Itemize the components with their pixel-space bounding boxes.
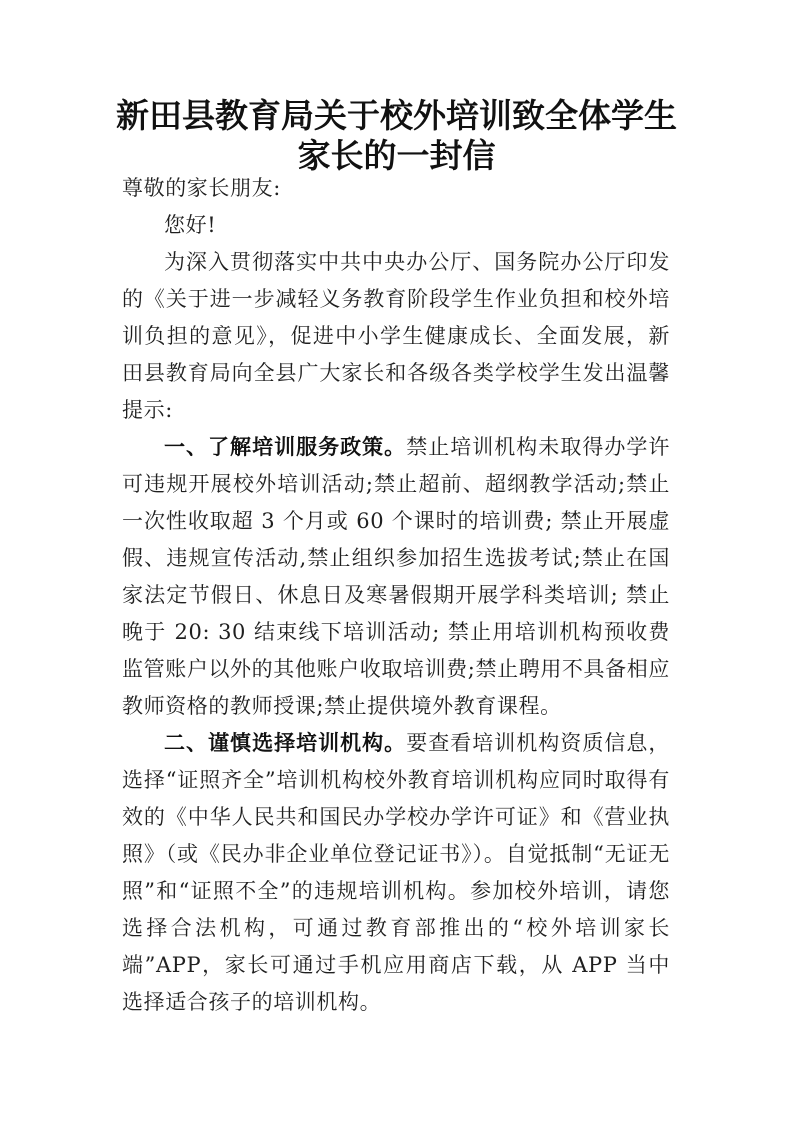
section-1-text: 禁止培训机构未取得办学许可违规开展校外培训活动;禁止超前、超纲教学活动;禁止一次性收取超 3 个月或 60 个课时的培训费; 禁止开展虚假、违规宣传活动,禁止组织参加招生选拔考试;禁止在国家法定节假日、休息日及寒暑假期开展学科类培训; 禁止晚于 20: 30 结束线下培训活动; 禁止用培训机构预收费监管账户以外的其他账户收取培训费;禁止聘用不具备相应教师资格的教师授课;禁止提供境外教育课程。: [122, 435, 670, 718]
section-1-paragraph: [122, 429, 670, 725]
section-2-heading: 二、谨慎选择培训机构。: [164, 731, 407, 755]
section-2-text: 要查看培训机构资质信息，选择“证照齐全”培训机构校外教育培训机构应同时取得有效的《中华人民共和国民办学校办学许可证》和《营业执照》（或《民办非企业单位登记证书》）。自觉抵制“无证无照”和“证照不全”的违规培训机构。参加校外培训，请您选择合法机构，可通过教育部推出的“校外培训家长端”APP，家长可通过手机应用商店下载，从 APP 当中选择适合孩子的培训机构。: [122, 731, 670, 1014]
letter-title-line-1: 新田县教育局关于校外培训致全体学生: [116, 96, 677, 135]
letter-title-line-2: 家长的一封信: [297, 136, 496, 175]
salutation: 尊敬的家长朋友:: [122, 176, 281, 200]
letter-body: [122, 170, 670, 1021]
intro-paragraph: 为深入贯彻落实中共中央办公厅、国务院办公厅印发的《关于进一步减轻义务教育阶段学生作业负担和校外培训负担的意见》，促进中小学生健康成长、全面发展，新田县教育局向全县广大家长和各级各类学校学生发出温馨提示:: [122, 250, 670, 422]
greeting: 您好!: [164, 213, 217, 237]
section-1-heading: 一、了解培训服务政策。: [164, 435, 407, 459]
section-2-paragraph: [122, 725, 670, 1021]
